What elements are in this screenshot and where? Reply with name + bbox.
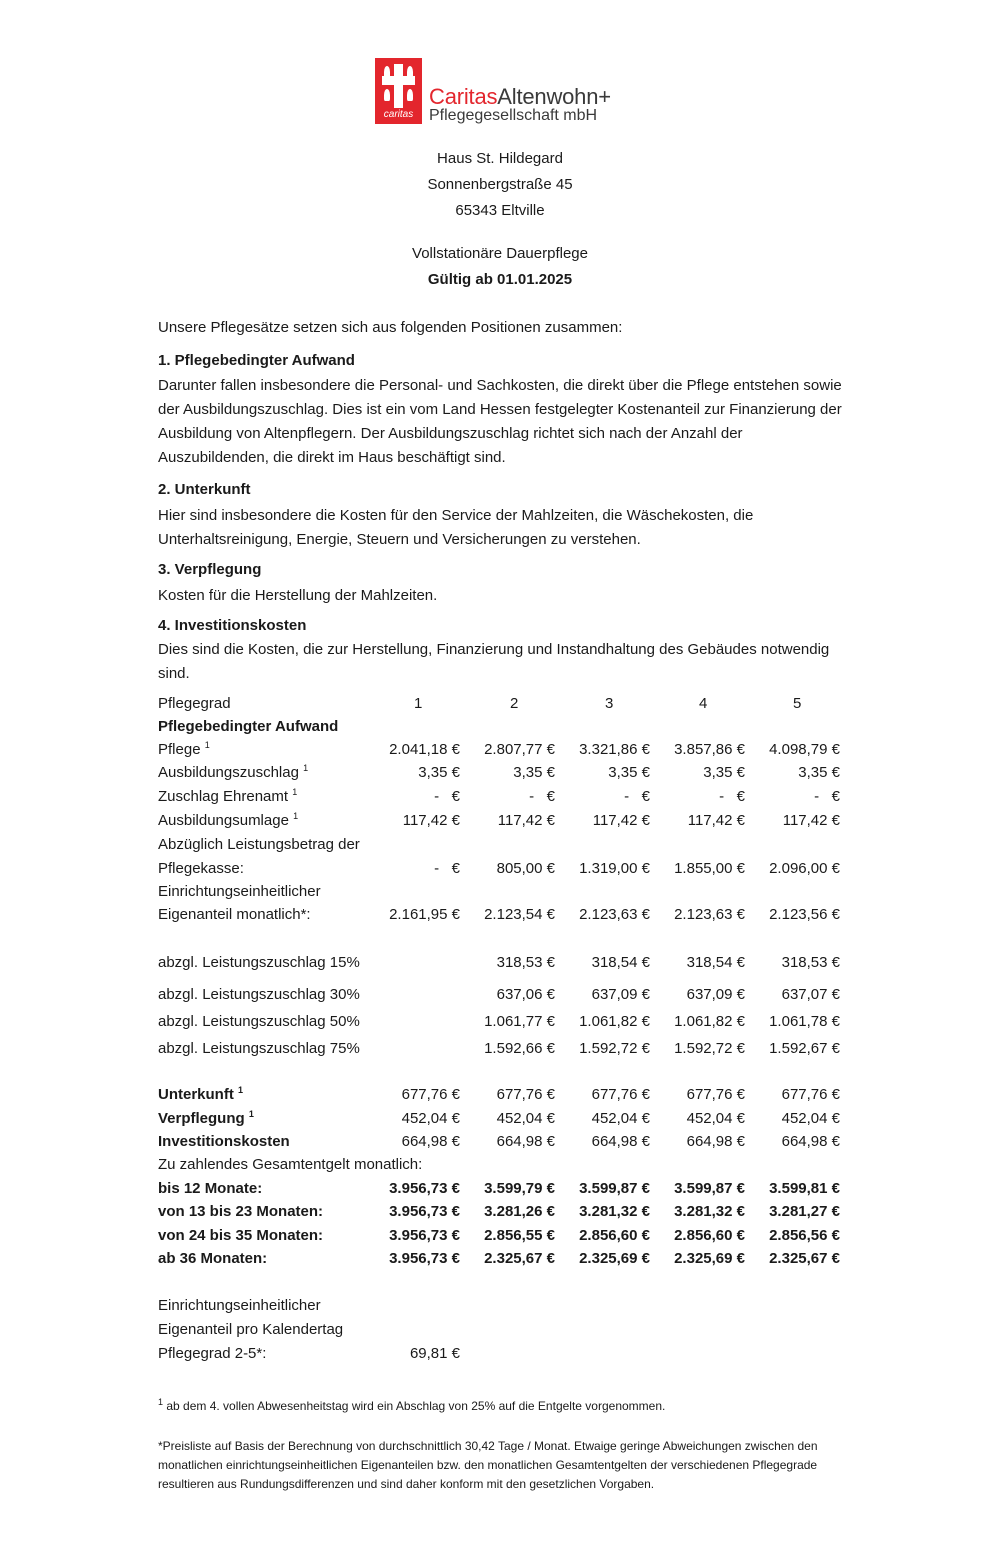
table-section-heading — [0, 718, 1000, 740]
grade-header: 5 — [793, 695, 802, 712]
intro-text: Unsere Pflegesätze setzen sich aus folgenden Positionen zusammen: — [158, 319, 623, 336]
row-label: Pflegekasse: — [158, 860, 244, 877]
house-name: Haus St. Hildegard — [437, 150, 563, 167]
table-cell: 2.856,60 € — [579, 1227, 650, 1244]
table-cell: - € — [624, 788, 650, 805]
table-cell: 1.592,66 € — [484, 1040, 555, 1057]
table-row — [0, 954, 1000, 976]
table-cell: 805,00 € — [496, 860, 555, 877]
table-cell: 2.123,54 € — [484, 906, 555, 923]
valid-from: Gültig ab 01.01.2025 — [427, 271, 573, 288]
table-row — [0, 1227, 1000, 1249]
section-text-line: Hier sind insbesondere die Kosten für den Service der Mahlzeiten, die Wäschekosten, die — [158, 507, 754, 524]
table-row — [0, 1086, 1000, 1108]
section-text-line: Unterhaltsreinigung, Energie, Steuern und Versicherungen zu verstehen. — [158, 531, 641, 548]
table-row — [0, 1040, 1000, 1062]
row-label: von 13 bis 23 Monaten: — [158, 1203, 324, 1220]
row-label: Pflege $^1$ — [158, 740, 210, 758]
table-cell: 677,76 € — [401, 1086, 460, 1103]
table-cell: 664,98 € — [401, 1133, 460, 1150]
table-cell: 452,04 € — [591, 1110, 650, 1127]
table-cell: 3,35 € — [798, 764, 840, 781]
table-row — [0, 812, 1000, 834]
row-label: abzgl. Leistungszuschlag 75% — [158, 1040, 360, 1057]
table-cell: 3.321,86 € — [579, 741, 650, 758]
table-cell: 1.061,82 € — [579, 1013, 650, 1030]
row-label: von 24 bis 35 Monaten: — [158, 1227, 324, 1244]
table-cell: 637,09 € — [686, 986, 745, 1003]
table-cell: 3.956,73 € — [389, 1227, 460, 1244]
section-text-line: der Ausbildungszuschlag. Dies ist ein vom Land Hessen festgelegter Kostenanteil zur Finanzierung der — [158, 401, 842, 418]
table-cell: 637,07 € — [781, 986, 840, 1003]
table-cell: 69,81 € — [409, 1345, 460, 1362]
table-cell: 2.325,69 € — [579, 1250, 650, 1267]
table-row-label-line — [0, 883, 1000, 905]
table-cell: 318,53 € — [496, 954, 555, 971]
table-row — [0, 1013, 1000, 1035]
table-cell: 3.857,86 € — [674, 741, 745, 758]
row-label: Eigenanteil pro Kalendertag — [158, 1321, 344, 1338]
grade-header: 2 — [510, 695, 519, 712]
row-label: Verpflegung $^1$ — [158, 1109, 254, 1127]
row-label: Eigenanteil monatlich*: — [158, 906, 311, 923]
table-cell: 3.281,32 € — [579, 1203, 650, 1220]
row-label: Zu zahlendes Gesamtentgelt monatlich: — [158, 1156, 423, 1173]
house-street: Sonnenbergstraße 45 — [427, 176, 573, 193]
table-row — [0, 1250, 1000, 1272]
footnote-line: resultieren aus Rundungsdifferenzen und sind daher konform mit den gesetzlichen Vorgaben. — [158, 1477, 655, 1491]
table-cell: 3,35 € — [513, 764, 555, 781]
table-header-label: Pflegegrad — [158, 695, 231, 712]
table-cell: 677,76 € — [591, 1086, 650, 1103]
section-title: 4. Investitionskosten — [158, 617, 307, 634]
caritas-logo — [375, 58, 630, 128]
table-row — [0, 1345, 1000, 1367]
section-heading-label: Pflegebedingter Aufwand — [158, 718, 339, 735]
table-cell: - € — [434, 860, 460, 877]
table-cell: 452,04 € — [781, 1110, 840, 1127]
grade-header: 3 — [605, 695, 614, 712]
table-cell: 3.281,26 € — [484, 1203, 555, 1220]
row-label: Zuschlag Ehrenamt $^1$ — [158, 787, 298, 805]
table-row-label-line — [0, 1297, 1000, 1319]
section-title: 1. Pflegebedingter Aufwand — [158, 352, 355, 369]
table-cell: - € — [529, 788, 555, 805]
table-cell: 1.061,82 € — [674, 1013, 745, 1030]
section-text-line: Kosten für die Herstellung der Mahlzeiten. — [158, 587, 438, 604]
table-cell: - € — [814, 788, 840, 805]
table-cell: 637,06 € — [496, 986, 555, 1003]
caritas-flame-cross-icon — [375, 58, 422, 124]
table-row — [0, 1133, 1000, 1155]
table-row-label-line — [0, 836, 1000, 858]
table-cell: 318,53 € — [781, 954, 840, 971]
row-label: bis 12 Monate: — [158, 1180, 263, 1197]
table-cell: 2.041,18 € — [389, 741, 460, 758]
grade-header: 1 — [414, 695, 423, 712]
house-city: 65343 Eltville — [455, 202, 545, 219]
grade-header: 4 — [699, 695, 708, 712]
section-text-line: sind. — [158, 665, 190, 682]
logo-company-name: CaritasAltenwohn+ — [429, 84, 611, 109]
section-text-line: Auszubildenden, die direkt im Haus beschäftigt sind. — [158, 449, 506, 466]
table-row — [0, 1180, 1000, 1202]
care-type: Vollstationäre Dauerpflege — [412, 245, 588, 262]
table-cell: 3.281,27 € — [769, 1203, 840, 1220]
row-label: abzgl. Leistungszuschlag 30% — [158, 986, 360, 1003]
table-row — [0, 788, 1000, 810]
section-text-line: Dies sind die Kosten, die zur Herstellung, Finanzierung und Instandhaltung des Gebäudes notwendig — [158, 641, 830, 658]
table-cell: 3,35 € — [418, 764, 460, 781]
table-cell: 2.807,77 € — [484, 741, 555, 758]
section-title: 2. Unterkunft — [158, 481, 251, 498]
footnote-absence: $^1$ ab dem 4. vollen Abwesenheitstag wird ein Abschlag von 25% auf die Entgelte vorgenommen. — [158, 1397, 666, 1413]
table-cell: 637,09 € — [591, 986, 650, 1003]
table-cell: 664,98 € — [686, 1133, 745, 1150]
table-cell: 318,54 € — [591, 954, 650, 971]
table-row — [0, 1110, 1000, 1132]
table-cell: 3.599,79 € — [484, 1180, 555, 1197]
table-cell: 1.855,00 € — [674, 860, 745, 877]
table-cell: - € — [719, 788, 745, 805]
table-cell: 452,04 € — [496, 1110, 555, 1127]
table-row-label-line — [0, 1321, 1000, 1343]
table-cell: 4.098,79 € — [769, 741, 840, 758]
table-row — [0, 986, 1000, 1008]
table-row — [0, 764, 1000, 786]
row-label: Ausbildungszuschlag $^1$ — [158, 763, 309, 781]
table-cell: 677,76 € — [781, 1086, 840, 1103]
table-cell: 1.061,78 € — [769, 1013, 840, 1030]
table-cell: 117,42 € — [497, 812, 555, 829]
table-cell: 117,42 € — [687, 812, 745, 829]
table-cell: 664,98 € — [496, 1133, 555, 1150]
table-cell: 2.856,55 € — [484, 1227, 555, 1244]
table-cell: 318,54 € — [686, 954, 745, 971]
table-cell: 1.592,72 € — [674, 1040, 745, 1057]
table-cell: 3,35 € — [703, 764, 745, 781]
section-text-line: Ausbildung von Altenpflegern. Der Ausbildungszuschlag richtet sich nach der Anzahl der — [158, 425, 743, 442]
table-cell: 2.856,56 € — [769, 1227, 840, 1244]
section-text-line: Darunter fallen insbesondere die Personal- und Sachkosten, die direkt über die Pflege entstehen sowie — [158, 377, 842, 394]
table-cell: 3.599,87 € — [674, 1180, 745, 1197]
section-title: 3. Verpflegung — [158, 561, 262, 578]
row-label: Abzüglich Leistungsbetrag der — [158, 836, 360, 853]
table-cell: 117,42 € — [782, 812, 840, 829]
footnote-pricelist — [158, 1437, 848, 1494]
row-label: Investitionskosten — [158, 1133, 290, 1150]
table-cell: - € — [434, 788, 460, 805]
table-cell: 3.599,87 € — [579, 1180, 650, 1197]
table-row — [0, 860, 1000, 882]
table-row — [0, 741, 1000, 763]
table-cell: 3.956,73 € — [389, 1250, 460, 1267]
table-cell: 2.325,67 € — [769, 1250, 840, 1267]
row-label: Einrichtungseinheitlicher — [158, 883, 321, 900]
table-cell: 677,76 € — [496, 1086, 555, 1103]
table-cell: 2.123,63 € — [579, 906, 650, 923]
table-cell: 452,04 € — [686, 1110, 745, 1127]
table-cell: 2.161,95 € — [389, 906, 460, 923]
table-cell: 677,76 € — [686, 1086, 745, 1103]
table-cell: 2.325,67 € — [484, 1250, 555, 1267]
row-label: abzgl. Leistungszuschlag 15% — [158, 954, 360, 971]
table-cell: 3.956,73 € — [389, 1203, 460, 1220]
table-cell: 1.319,00 € — [579, 860, 650, 877]
table-header-row — [0, 695, 1000, 717]
logo-word: caritas — [383, 109, 414, 120]
table-cell: 2.856,60 € — [674, 1227, 745, 1244]
row-label: abzgl. Leistungszuschlag 50% — [158, 1013, 360, 1030]
table-cell: 3.281,32 € — [674, 1203, 745, 1220]
row-label: Unterkunft $^1$ — [158, 1085, 244, 1103]
table-row-label-line — [0, 1156, 1000, 1178]
table-cell: 2.325,69 € — [674, 1250, 745, 1267]
footnote-line: monatlichen einrichtungseinheitlichen Eigenanteilen bzw. den monatlichen Gesamtentgelten der verschiedenen Pflegegrade — [158, 1458, 818, 1472]
row-label: ab 36 Monaten: — [158, 1250, 268, 1267]
table-cell: 2.123,63 € — [674, 906, 745, 923]
table-cell: 452,04 € — [401, 1110, 460, 1127]
table-cell: 664,98 € — [781, 1133, 840, 1150]
table-cell: 117,42 € — [592, 812, 650, 829]
table-cell: 2.096,00 € — [769, 860, 840, 877]
table-cell: 117,42 € — [402, 812, 460, 829]
table-cell: 664,98 € — [591, 1133, 650, 1150]
row-label: Ausbildungsumlage $^1$ — [158, 811, 299, 829]
row-label: Einrichtungseinheitlicher — [158, 1297, 321, 1314]
logo-company-subtitle: Pflegegesellschaft mbH — [429, 107, 598, 124]
table-row — [0, 1203, 1000, 1225]
table-cell: 1.592,67 € — [769, 1040, 840, 1057]
table-cell: 1.592,72 € — [579, 1040, 650, 1057]
table-cell: 3.599,81 € — [769, 1180, 840, 1197]
row-label: Pflegegrad 2-5*: — [158, 1345, 267, 1362]
table-cell: 3,35 € — [608, 764, 650, 781]
table-cell: 1.061,77 € — [484, 1013, 555, 1030]
table-row — [0, 906, 1000, 928]
table-cell: 2.123,56 € — [769, 906, 840, 923]
footnote-line: *Preisliste auf Basis der Berechnung von durchschnittlich 30,42 Tage / Monat. Etwaige geringe Abweichungen zwischen den — [158, 1439, 818, 1453]
table-cell: 3.956,73 € — [389, 1180, 460, 1197]
